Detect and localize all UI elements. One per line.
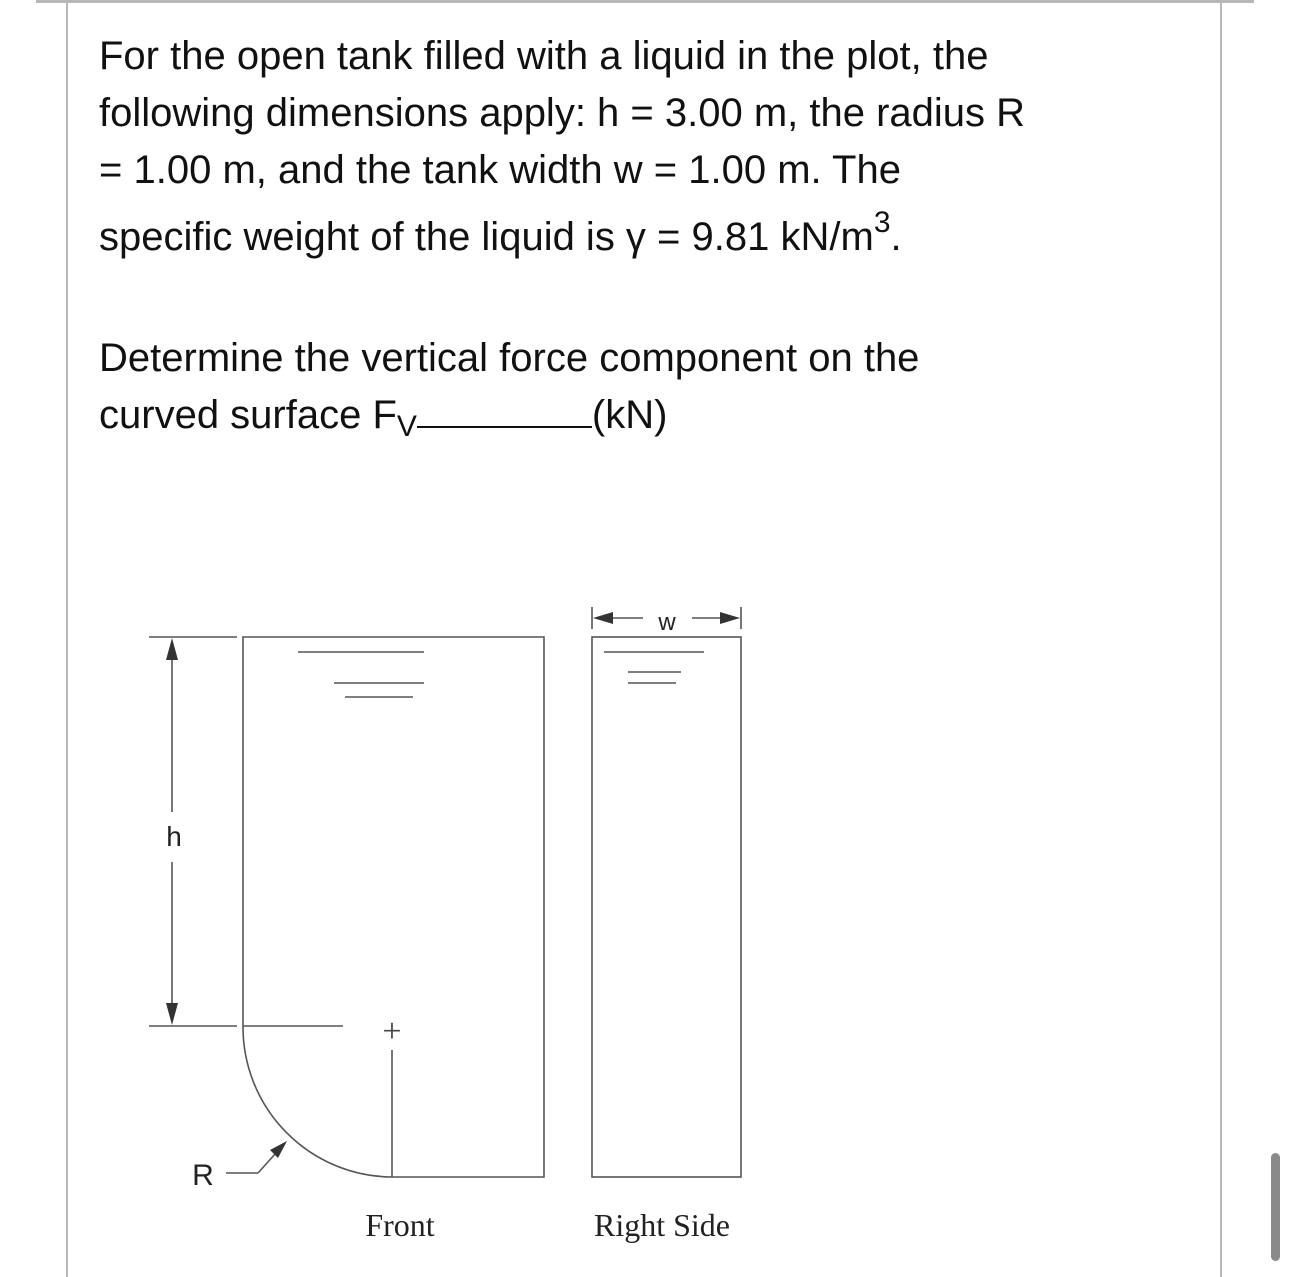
- center-plus-mark: +: [382, 1013, 402, 1050]
- prompt-text: [99, 330, 1179, 444]
- right-side-caption: Right Side: [593, 1207, 731, 1243]
- answer-blank[interactable]: [417, 398, 592, 428]
- prompt-line-2: [99, 387, 1179, 444]
- question-line-1: For the open tank filled with a liquid in the plot, the: [99, 34, 989, 78]
- w-label: w: [658, 609, 676, 636]
- cubed-superscript: 3: [873, 206, 891, 239]
- v-subscript: V: [396, 410, 417, 443]
- question-line-2: following dimensions apply: h = 3.00 m, the radius R: [99, 91, 1026, 135]
- units-text: (kN): [591, 393, 668, 437]
- period: .: [890, 215, 902, 259]
- front-caption: Front: [365, 1207, 435, 1243]
- question-line-4: [99, 206, 1179, 266]
- vertical-scrollbar[interactable]: [1271, 1153, 1280, 1261]
- r-label: R: [192, 1159, 214, 1192]
- specific-weight-text: specific weight of the liquid is γ = 9.81 kN/m: [99, 215, 874, 259]
- curved-surface-text: curved surface F: [99, 393, 397, 437]
- question-text: [99, 28, 1179, 266]
- h-label: h: [166, 821, 182, 852]
- question-line-3: = 1.00 m, and the tank width w = 1.00 m. The: [99, 148, 901, 192]
- prompt-line-1: Determine the vertical force component on the: [99, 336, 920, 380]
